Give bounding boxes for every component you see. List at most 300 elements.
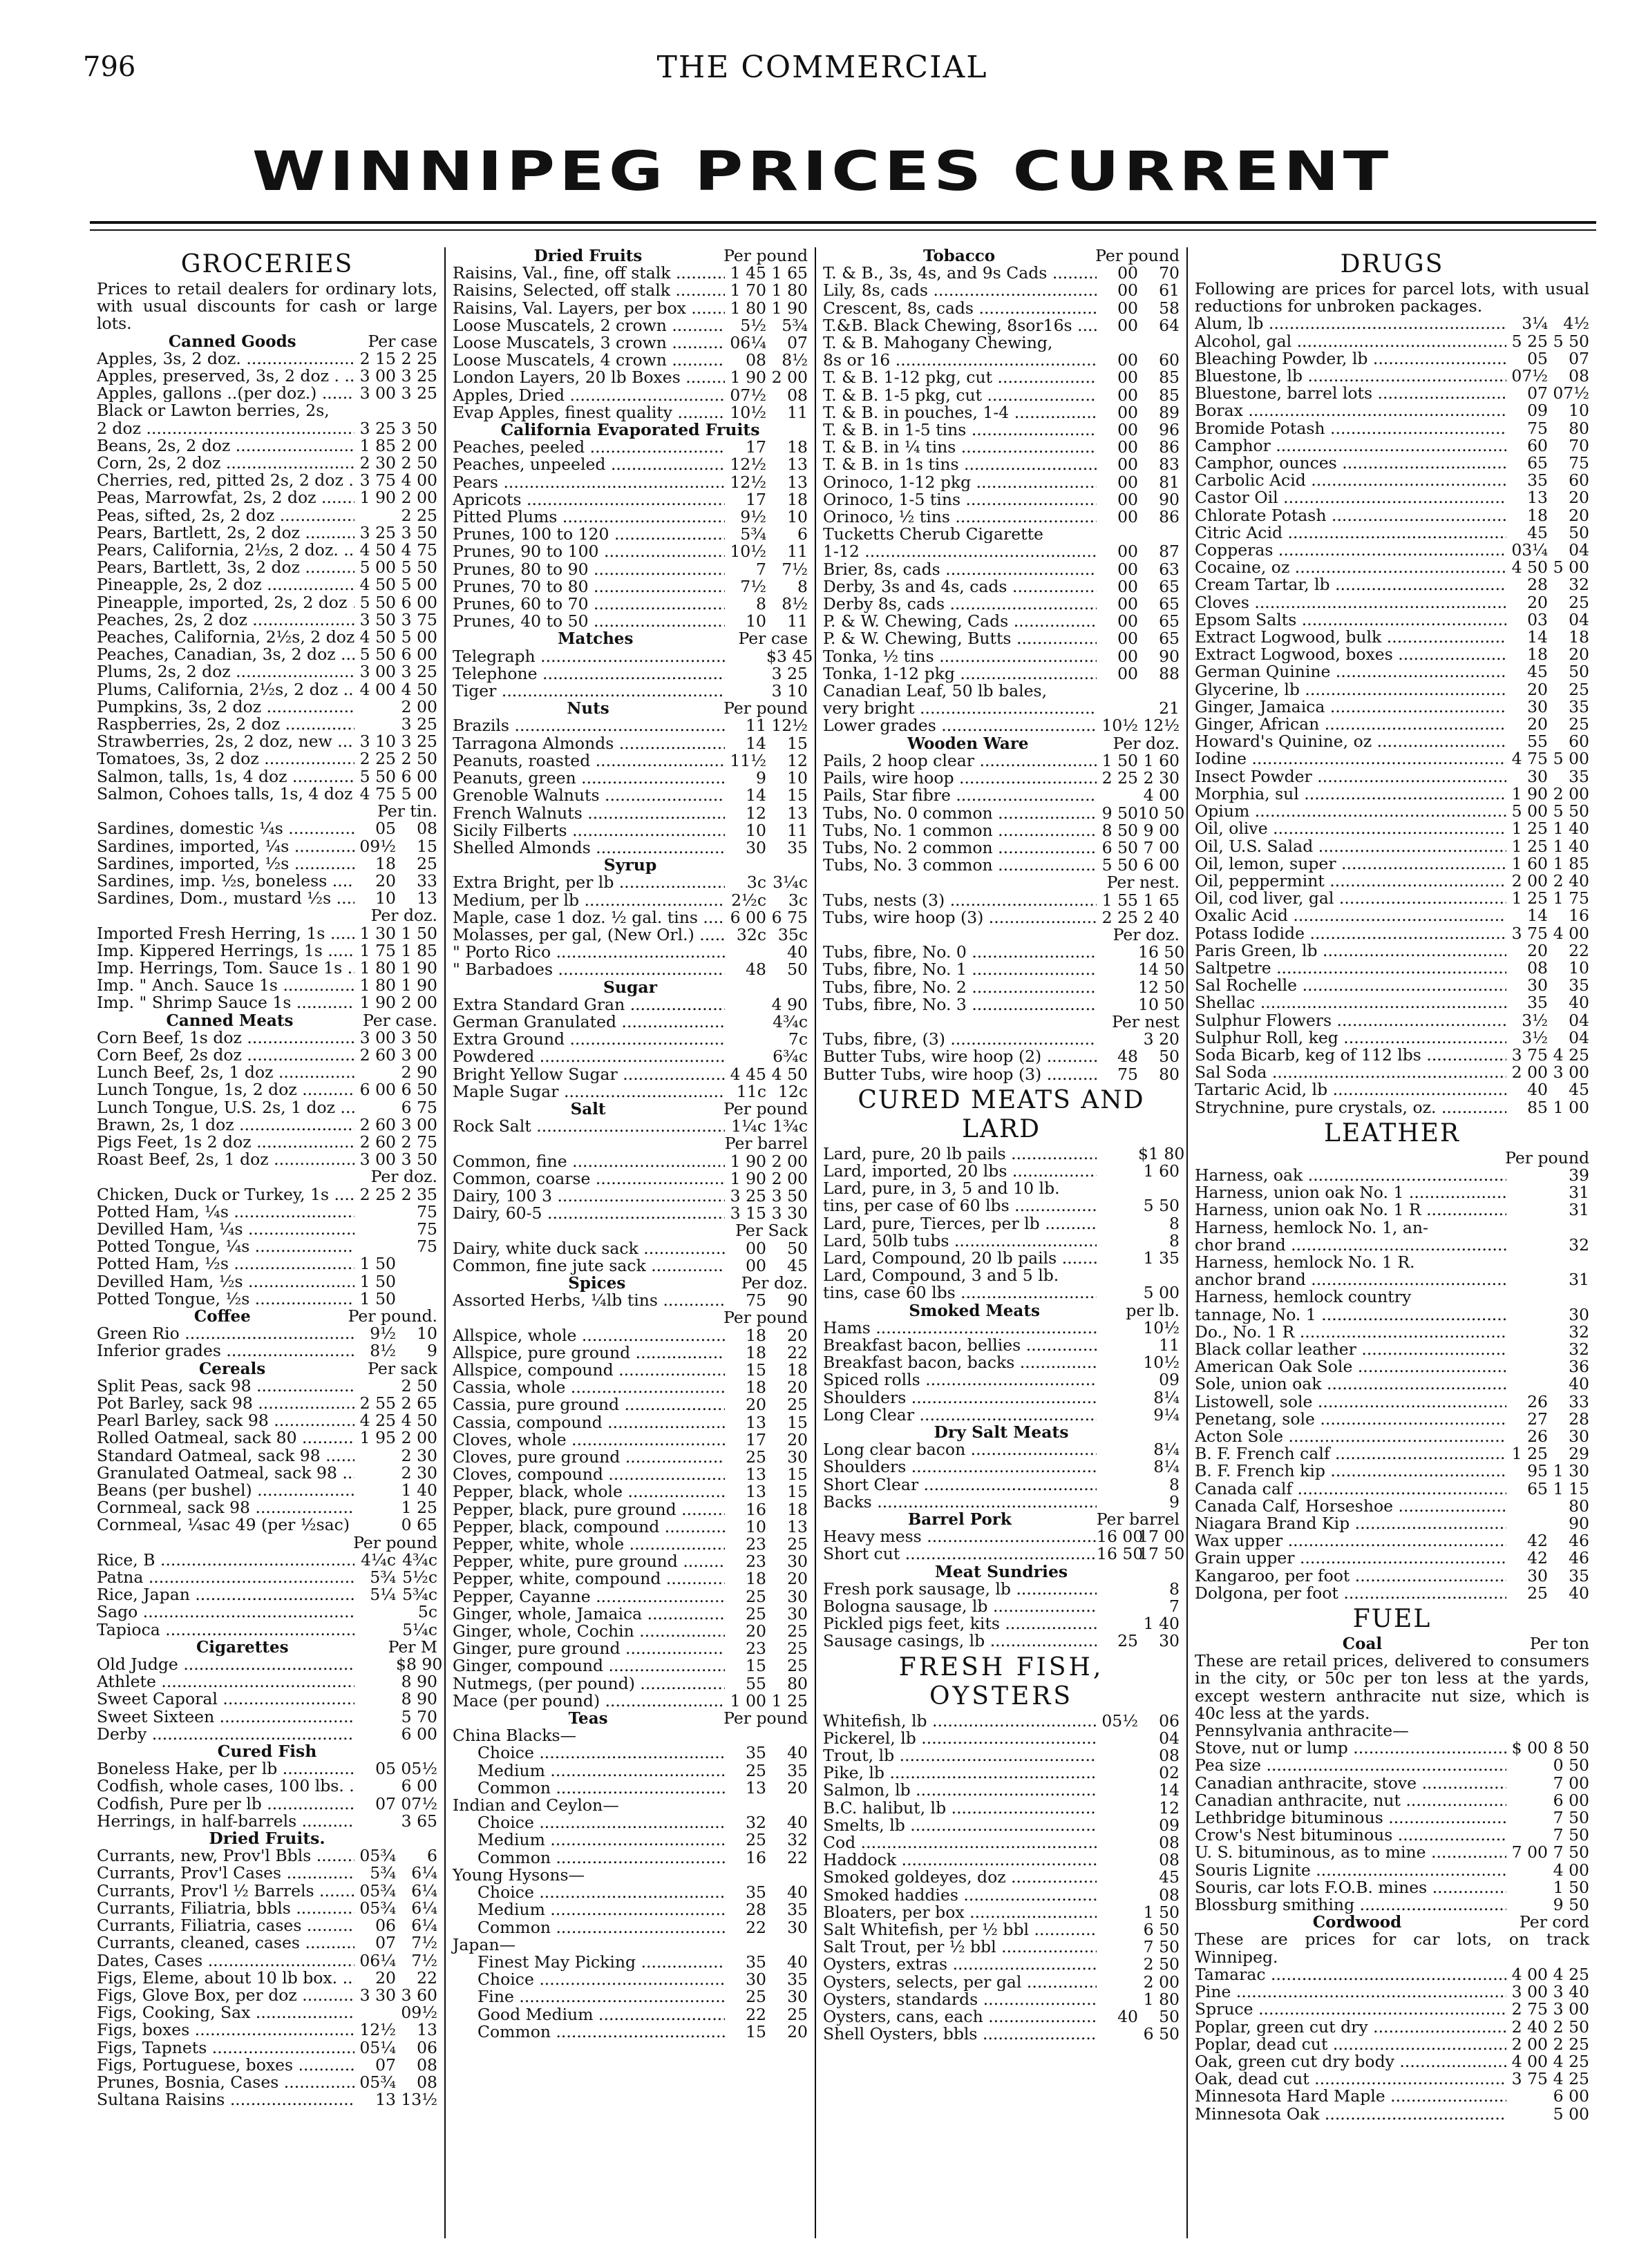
item-name: Medium, per lb ..... (453, 892, 725, 909)
item-name: Currants, Prov'l Cases ..... (97, 1865, 354, 1882)
item-name: " Porto Rico ..... (453, 944, 725, 961)
price-high: 10 50 (1138, 803, 1185, 823)
price-row (1195, 2053, 1589, 2070)
page-title: WINNIPEG PRICES CURRENT (252, 140, 1393, 203)
item-name: Penetang, sole ..... (1195, 1411, 1506, 1428)
item-name: Harness, hemlock No. 1, an- (1195, 1219, 1428, 1237)
price-row (823, 1494, 1180, 1511)
price-row (453, 1031, 808, 1048)
price-row (1195, 1792, 1589, 1809)
price-low: 4 75 (359, 783, 396, 803)
item-name: tannage, No. 1 ..... (1195, 1306, 1506, 1324)
price-low: 1 90 (359, 488, 396, 508)
unit-label: Per doz. (1113, 733, 1180, 753)
price-row (823, 317, 1180, 334)
price-row (453, 1501, 808, 1518)
price-row (97, 611, 437, 629)
price-row (477, 1971, 808, 1988)
price-low: 20 (1527, 679, 1548, 699)
price-low: 05¾ (359, 1898, 396, 1918)
item-name: Alum, lb ..... (1195, 315, 1506, 332)
item-name: Black collar leather ..... (1195, 1341, 1506, 1358)
item-name: Tamarac ..... (1195, 1966, 1506, 1983)
tea-section (453, 1710, 808, 2041)
price-section (823, 1013, 1180, 1083)
price-section (1195, 1147, 1589, 1603)
price-low: 4 00 (359, 679, 396, 699)
price-low: 1 90 (730, 1168, 766, 1188)
price-row (453, 1605, 808, 1623)
price-high: 3 50 (401, 522, 437, 542)
tea-group-name: Young Hysons— (453, 1865, 585, 1885)
item-name: Bluestone, barrel lots ..... (1195, 385, 1506, 402)
price-high: 3 10 (771, 681, 808, 701)
price-row (823, 1887, 1180, 1904)
item-name: Minnesota Oak ..... (1195, 2106, 1506, 2123)
item-name: Common ..... (477, 2023, 725, 2041)
price-high: 21 (1159, 698, 1180, 718)
price-low: 13 (746, 1482, 766, 1502)
item-name: Sulphur Flowers ..... (1195, 1012, 1506, 1029)
price-high: 02 (1159, 1763, 1180, 1783)
item-name: Mace (per pound) ..... (453, 1693, 725, 1710)
price-high: 6 00 (401, 1724, 437, 1744)
item-name: Souris, car lots F.O.B. mines ..... (1195, 1879, 1506, 1896)
price-high: 3 25 (401, 662, 437, 682)
price-high: 65 (1159, 576, 1180, 596)
price-row (97, 1325, 437, 1342)
price-row (1195, 594, 1589, 611)
price-high: 4 00 (401, 470, 437, 490)
price-high: 1 15 (1553, 1478, 1589, 1498)
price-low: 10½ (730, 542, 766, 562)
item-name: Sardines, imported, ½s ..... (97, 855, 354, 873)
price-high: 65 (1159, 611, 1180, 631)
price-low: 2 00 (1511, 2034, 1548, 2054)
price-low: 06¼ (730, 333, 766, 353)
item-name: Saltpetre ..... (1195, 960, 1506, 977)
price-low: 18 (1527, 645, 1548, 665)
price-row (1195, 1983, 1589, 2001)
price-high: 1 40 (401, 1480, 437, 1500)
subsection-title: Syrup (603, 855, 657, 875)
item-name: Currants, Filiatria, bbls ..... (97, 1900, 354, 1917)
tea-group (453, 1954, 808, 2041)
price-row (823, 439, 1180, 456)
price-row (1195, 2036, 1589, 2053)
price-row (1195, 333, 1589, 350)
price-row (1195, 1879, 1589, 1896)
price-row (453, 1205, 808, 1222)
price-row (453, 456, 808, 473)
item-name: Castor Oil ..... (1195, 489, 1506, 506)
price-high: 2 65 (401, 1393, 437, 1413)
price-high: 4 90 (771, 994, 808, 1014)
price-high: $3 45 (766, 646, 813, 666)
price-row (97, 1099, 437, 1116)
price-high: 40 (787, 1952, 808, 1972)
price-row (823, 1389, 1180, 1407)
item-name: Sago ..... (97, 1603, 354, 1621)
price-high: 11 (787, 611, 808, 631)
price-high: 63 (1159, 559, 1180, 579)
price-high: 6 00 (401, 766, 437, 786)
price-row (1195, 524, 1589, 542)
price-row (453, 474, 808, 491)
price-high: 90 (1159, 489, 1180, 509)
price-high: 0 50 (1553, 1755, 1589, 1775)
price-low: 00 (1117, 385, 1138, 405)
price-row (1195, 1047, 1589, 1064)
item-name: Nutmegs, (per pound) ..... (453, 1675, 725, 1693)
item-name: Orinoco, ½ tins ..... (823, 508, 1097, 526)
item-name: Currants, new, Prov'l Bbls ..... (97, 1847, 354, 1865)
price-low: 00 (1117, 507, 1138, 527)
price-low: 2 30 (359, 453, 396, 473)
item-name: Peas, sifted, 2s, 2 doz ..... (97, 507, 354, 524)
price-high: 0 65 (401, 1515, 437, 1535)
item-name: Common ..... (477, 1849, 725, 1867)
unit-label: Per pound (723, 1308, 808, 1328)
subsection-heading (97, 1360, 437, 1378)
price-row (97, 455, 437, 472)
item-name: Oxalic Acid ..... (1195, 907, 1506, 924)
price-row (97, 1186, 437, 1203)
unit-label: Per pound (723, 1708, 808, 1728)
price-high: 2 25 (401, 348, 437, 368)
price-high: 1 40 (1143, 1614, 1180, 1634)
price-row (823, 2026, 1180, 2043)
price-low: 07½ (1511, 366, 1548, 386)
item-name: Prunes, 60 to 70 ..... (453, 595, 725, 613)
price-high: $8 90 (396, 1655, 443, 1675)
price-low: 3 75 (1511, 2069, 1548, 2089)
price-row (97, 2091, 437, 2108)
price-high: 07 (1569, 348, 1589, 368)
price-section (97, 1308, 437, 1360)
price-high: 05½ (401, 1759, 437, 1779)
price-row (823, 1544, 1185, 1564)
subsection-heading (453, 1100, 808, 1118)
price-low: 32c (736, 924, 766, 944)
price-low: 05 (375, 819, 396, 839)
price-high: 8 (1169, 1474, 1180, 1494)
item-name: Pickerel, lb ..... (823, 1730, 1097, 1747)
price-high: 2 25 (1553, 2034, 1589, 2054)
subsection-title: Coal (1342, 1635, 1383, 1654)
price-high: 2 50 (401, 1375, 437, 1395)
price-high: 9¼ (1153, 1404, 1180, 1424)
unit-label: Per doz. (370, 1167, 437, 1187)
price-row (1195, 1827, 1589, 1844)
price-high: 4 25 (1553, 1964, 1589, 1984)
price-section (823, 1509, 1185, 1564)
price-high: 13 (787, 803, 808, 823)
section-heading: DRUGS (1340, 250, 1444, 278)
price-row (1195, 1515, 1589, 1532)
price-low: 55 (1527, 732, 1548, 752)
section-note: These are prices for car lots, on track Winnipeg. (1195, 1929, 1589, 1967)
item-name: Cassia, pure ground ..... (453, 1396, 725, 1413)
price-row (1195, 1428, 1589, 1445)
price-row (97, 542, 437, 559)
price-high: 8 (1169, 1230, 1180, 1250)
price-row (823, 994, 1185, 1014)
price-low: 3 75 (359, 470, 396, 490)
price-row (1195, 750, 1589, 768)
price-row (97, 576, 437, 593)
price-row (97, 1134, 437, 1151)
price-row (1195, 698, 1589, 716)
item-name: Ginger, pure ground ..... (453, 1640, 725, 1657)
price-row (97, 957, 437, 978)
price-high: 8 (1169, 1213, 1180, 1233)
price-row (823, 352, 1180, 369)
item-name: Maple, case 1 doz. ½ gal. tins ..... (453, 909, 725, 926)
price-row (97, 977, 437, 994)
item-name: Paris Green, lb ..... (1195, 942, 1506, 960)
price-high: 06 (417, 2037, 437, 2057)
price-high: 1 90 (401, 975, 437, 995)
price-low: 1 55 (1101, 890, 1138, 910)
unit-label: Per pound. (348, 1306, 437, 1326)
item-name: Figs, Portuguese, boxes ..... (97, 2057, 354, 2074)
price-row (823, 1817, 1180, 1834)
price-row (453, 282, 808, 299)
price-row (1195, 1099, 1589, 1116)
price-row (823, 1267, 1180, 1284)
price-high: 3 25 (401, 366, 437, 386)
price-high: 9 (427, 1341, 437, 1361)
price-high: 5¾ (782, 315, 808, 335)
price-section (97, 1168, 437, 1308)
price-low: 00 (1117, 420, 1138, 440)
item-name: Souris Lignite ..... (1195, 1862, 1506, 1879)
price-low: 00 (1117, 402, 1138, 422)
price-high: 5 50 (401, 558, 437, 578)
price-low: 85 (1527, 1097, 1548, 1117)
price-high: 10½ (1143, 1353, 1180, 1373)
item-name: T. & B. in 1-5 tins ..... (823, 421, 1097, 439)
price-high: 4 25 (1553, 2051, 1589, 2071)
price-high: 3 50 (401, 1027, 437, 1047)
price-row (1195, 1324, 1589, 1341)
subsection-heading (453, 1710, 808, 1727)
price-high: 2 00 (401, 488, 437, 508)
price-high: 90 (1159, 646, 1180, 666)
price-high: 5½c (402, 1567, 437, 1588)
price-high: 17 00 (1138, 1527, 1185, 1547)
item-name: Harness, union oak No. 1 R ..... (1195, 1201, 1506, 1219)
item-name: Canada Calf, Horseshoe ..... (1195, 1498, 1506, 1515)
price-low: 6 00 (730, 907, 766, 927)
price-row (1195, 2088, 1589, 2105)
item-name: Ginger, African ..... (1195, 716, 1506, 733)
price-row (453, 561, 808, 578)
price-section (453, 1222, 808, 1275)
price-high: 2 00 (401, 435, 437, 455)
price-low: 5¾ (740, 524, 766, 544)
price-row (1195, 1480, 1589, 1498)
price-low: 05 (375, 1759, 396, 1779)
price-high: 65 (1159, 594, 1180, 614)
item-name: Trout, lb ..... (823, 1747, 1097, 1764)
item-name: Pepper, white, whole ..... (453, 1536, 725, 1553)
price-section (1195, 315, 1589, 1116)
price-row (97, 2074, 437, 2091)
price-high: 8 90 (401, 1672, 437, 1692)
price-high: 31 (1569, 1183, 1589, 1203)
price-high: 22 (1569, 940, 1589, 960)
item-name: Evap Apples, finest quality ..... (453, 404, 725, 421)
price-low: 1 50 (359, 1271, 396, 1291)
price-low: 23 (746, 1552, 766, 1572)
price-high: 9 (1169, 1492, 1180, 1512)
item-name: B.C. halibut, lb ..... (823, 1800, 1097, 1817)
item-name: Currants, cleaned, cases ..... (97, 1934, 354, 1952)
subsection-title: Nuts (567, 699, 609, 718)
price-row (823, 282, 1180, 299)
subsection-title: Cordwood (1312, 1913, 1402, 1932)
item-name: Tubs, fibre, No. 1 ..... (823, 961, 1097, 978)
price-high: 6 00 (1553, 1790, 1589, 1810)
price-high: 5 00 (401, 783, 437, 803)
price-low: 06¼ (359, 1950, 396, 1970)
item-name: 8s or 16 ..... (823, 352, 1097, 369)
item-name: Glycerine, lb ..... (1195, 681, 1506, 698)
price-high: 5 70 (401, 1706, 437, 1726)
price-row (823, 508, 1180, 526)
price-low: 2 60 (359, 1045, 396, 1065)
price-low: 16 00 (1097, 1527, 1144, 1547)
price-high: 80 (1569, 418, 1589, 438)
price-low: 28 (746, 1900, 766, 1920)
price-row (453, 665, 808, 683)
price-high: 25 (1569, 679, 1589, 699)
item-name: Shell Oysters, bbls ..... (823, 2026, 1097, 2043)
price-row (823, 1921, 1180, 1938)
price-high: 75 (417, 1237, 437, 1257)
price-low: 00 (1117, 350, 1138, 370)
price-low: 4 00 (1511, 1964, 1548, 1984)
price-low: 2 25 (1101, 768, 1138, 788)
price-row (823, 700, 1180, 717)
item-name: Opium ..... (1195, 803, 1506, 820)
unit-label: Per barrel (724, 1134, 808, 1154)
price-high: 8¼ (1153, 1457, 1180, 1477)
price-low: 00 (746, 1255, 766, 1275)
column-4 (1186, 247, 1596, 2238)
price-row (97, 2004, 437, 2021)
price-high: 07½ (1553, 383, 1589, 403)
item-name: Canada calf ..... (1195, 1480, 1506, 1498)
item-name: Heavy mess ..... (823, 1528, 1097, 1545)
price-high: 75 (417, 1219, 437, 1239)
item-name: Allspice, whole ..... (453, 1327, 725, 1344)
price-low: 14 (1527, 906, 1548, 926)
item-name: Orinoco, 1-5 tins ..... (823, 491, 1097, 508)
price-row (97, 750, 437, 768)
price-section (97, 1637, 443, 1744)
price-low: 00 (1117, 489, 1138, 509)
item-name: Cloves, whole ..... (453, 1431, 725, 1449)
item-name: Tubs, fibre, (3) ..... (823, 1031, 1097, 1048)
item-name: Dolgona, per foot ..... (1195, 1585, 1506, 1602)
price-high: 1 35 (1143, 1248, 1180, 1268)
price-low: 00 (1117, 368, 1138, 388)
price-row (823, 1956, 1180, 1973)
price-low: 60 (1527, 435, 1548, 455)
price-low: 5¼ (370, 1585, 396, 1605)
price-high: 40 (1569, 1374, 1589, 1394)
price-low: 03 (1527, 609, 1548, 629)
item-name: Harness, hemlock No. 1 R. (1195, 1253, 1415, 1272)
price-low: 4 45 (730, 1064, 766, 1084)
item-name: Loose Muscatels, 2 crown ..... (453, 317, 725, 334)
tea-group (453, 1744, 808, 1797)
running-head (48, 47, 1596, 88)
price-row (823, 1232, 1180, 1250)
price-section (823, 1143, 1185, 1303)
item-name: Shoulders ..... (823, 1389, 1097, 1407)
price-row (97, 1447, 437, 1465)
unit-label: Per pound (723, 698, 808, 718)
price-high: 46 (1569, 1531, 1589, 1551)
price-row (1195, 907, 1589, 924)
price-high: 30 (787, 1552, 808, 1572)
item-name: Pumpkins, 3s, 2 doz ..... (97, 698, 354, 716)
item-name: Oil, U.S. Salad ..... (1195, 838, 1506, 855)
item-name: Pennsylvania anthracite— (1195, 1722, 1409, 1740)
item-name: Imported Fresh Herring, 1s ..... (97, 925, 354, 942)
price-row (477, 1762, 808, 1780)
item-name: Backs ..... (823, 1494, 1097, 1511)
price-row (1195, 1219, 1589, 1237)
price-low: 17 (746, 489, 766, 509)
subsection-heading (97, 1639, 437, 1656)
item-name: Prunes, 90 to 100 ..... (453, 543, 725, 560)
price-section (1195, 1914, 1589, 2122)
price-low: 2½c (731, 890, 766, 910)
item-name: Ginger, whole, Cochin ..... (453, 1623, 725, 1640)
price-row (1195, 1375, 1589, 1393)
price-low: 17 (746, 437, 766, 457)
price-row (453, 1518, 808, 1536)
price-row (823, 892, 1180, 909)
price-row (823, 1581, 1180, 1598)
subsection-title: Dry Salt Meats (934, 1422, 1069, 1442)
price-row (1195, 942, 1589, 960)
price-row (1195, 2106, 1589, 2123)
item-name: Inferior grades ..... (97, 1342, 354, 1360)
price-row (477, 1831, 808, 1849)
item-name: Loose Muscatels, 4 crown ..... (453, 352, 725, 369)
price-low: 2 40 (1511, 2017, 1548, 2037)
subsection-heading (97, 333, 437, 350)
price-high: 4 00 (1553, 1860, 1589, 1880)
price-low: 4 00 (1511, 2051, 1548, 2071)
price-high: 08 (1159, 1833, 1180, 1853)
subsection-heading (823, 247, 1180, 265)
item-name: Choice ..... (477, 1971, 725, 1988)
item-name: Pepper, black, compound ..... (453, 1518, 725, 1536)
price-row (823, 1180, 1180, 1197)
item-name: Crescent, 8s, cads ..... (823, 300, 1097, 317)
price-high: 7½ (411, 1950, 437, 1970)
price-row (97, 1273, 437, 1290)
price-low: 15 (746, 2021, 766, 2041)
price-low: 3¼ (1522, 314, 1548, 334)
